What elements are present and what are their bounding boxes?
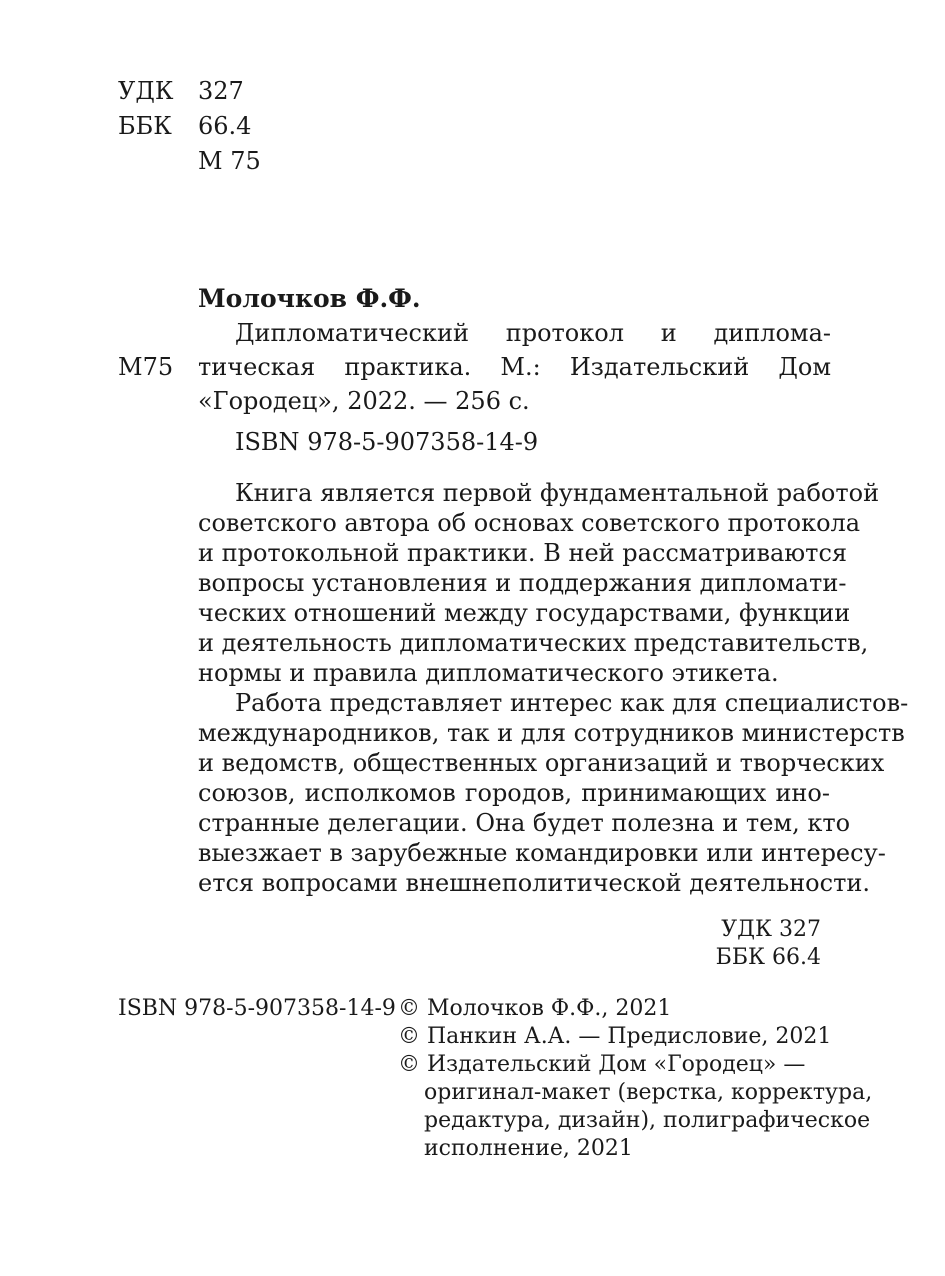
- abstract-line: союзов, исполкомов городов, принимающих ино-: [198, 779, 830, 807]
- abstract-line: вопросы установления и поддержания дипломати-: [198, 569, 847, 597]
- abstract-line: международников, так и для сотрудников министерств: [198, 719, 905, 747]
- description-line: «Городец», 2022. — 256 с.: [198, 387, 530, 415]
- copyright-line: © Издательский Дом «Городец» —: [398, 1052, 806, 1077]
- copyright-line: © Панкин А.А. — Предисловие, 2021: [398, 1024, 832, 1049]
- copyright-isbn: ISBN 978-5-907358-14-9: [118, 996, 396, 1021]
- abstract-line: нормы и правила дипломатического этикета.: [198, 659, 779, 687]
- udk-value: 327: [198, 77, 244, 105]
- footer-udk: УДК 327: [721, 917, 821, 942]
- udk-label: УДК: [118, 77, 174, 105]
- copyright-line: © Молочков Ф.Ф., 2021: [398, 996, 672, 1021]
- abstract-line: странные делегации. Она будет полезна и тем, кто: [198, 809, 851, 837]
- bbk-label: ББК: [118, 112, 172, 140]
- copyright-line: исполнение, 2021: [424, 1136, 633, 1161]
- footer-bbk: ББК 66.4: [715, 945, 821, 970]
- abstract-line: и деятельность дипломатических представительств,: [198, 629, 869, 657]
- copyright-line: редактура, дизайн), полиграфическое: [424, 1108, 871, 1133]
- abstract-line: советского автора об основах советского протокола: [198, 509, 861, 537]
- abstract-line: Книга является первой фундаментальной работой: [235, 479, 880, 507]
- bbk-value: 66.4: [198, 112, 252, 140]
- author-name: Молочков Ф.Ф.: [198, 284, 421, 313]
- author-mark: М 75: [198, 147, 261, 175]
- abstract-line: ется вопросами внешнеполитической деятельности.: [198, 869, 870, 897]
- abstract-line: ческих отношений между государствами, функции: [198, 599, 851, 627]
- abstract-line: и протокольной практики. В ней рассматриваются: [198, 539, 848, 567]
- margin-author-mark: М75: [118, 353, 174, 381]
- description-line: тическая практика. М.: Издательский Дом: [198, 353, 831, 381]
- copyright-line: оригинал-макет (верстка, корректура,: [424, 1080, 873, 1105]
- abstract-line: Работа представляет интерес как для специалистов-: [235, 689, 909, 717]
- abstract-line: выезжает в зарубежные командировки или интересу-: [198, 839, 886, 867]
- description-line: Дипломатический протокол и диплома-: [235, 319, 831, 347]
- isbn-line: ISBN 978-5-907358-14-9: [235, 428, 539, 456]
- abstract-line: и ведомств, общественных организаций и творческих: [198, 749, 885, 777]
